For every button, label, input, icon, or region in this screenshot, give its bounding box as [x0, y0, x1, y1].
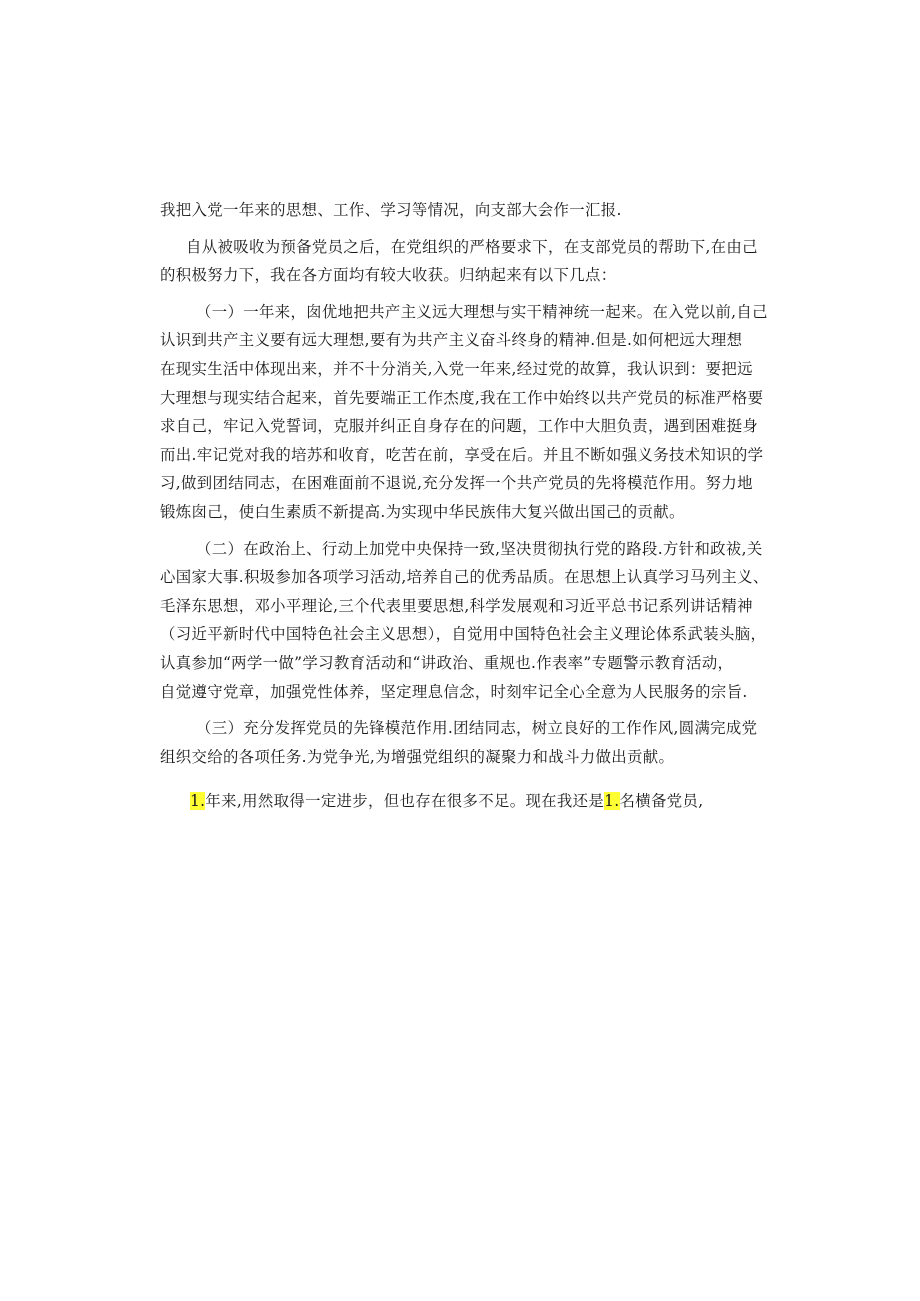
text-segment: 年来,用然取得一定进步，但也存在很多不足。现在我还是 — [205, 792, 605, 811]
text-line: 锻炼囱己，使白生素质不新提高.为实现中华民族伟大复兴做出国己的贡献。 — [160, 502, 685, 521]
text-line: 习,做到团结同志，在困难面前不退说,充分发挥一个共产党员的先将模范作用。努力地 — [160, 474, 753, 493]
paragraph-gap — [160, 779, 776, 787]
text-segment: 名横备党员, — [619, 792, 704, 811]
text-line: （习近平新时代中国特色社会主义思想），自觉用中国特色社会主义理论体系武装头脑， — [160, 625, 767, 644]
text-line: 的积极努力下，我在各方面均有较大收获。归纳起来有以下几点： — [160, 266, 617, 285]
text-line: 而出.牢记党对我的培苏和收育，吃苦在前，享受在后。并且不断如强义务技术知识的学 — [160, 445, 764, 464]
text-line: 心国家大事.积圾参加各项学习活动,培养自己的优秀品质。在思想上认真学习马列主义、 — [160, 568, 769, 587]
text-line: 求自己，牢记入党誓词，克服并纠正自身存在的问题，工作中大胆负责，遇到困难挺身 — [160, 417, 759, 436]
text-line — [160, 787, 776, 816]
document-body — [160, 196, 776, 816]
text-line: （一）一年来，囱优地把共产主义远大理想与实干精神统一起来。在入党以前,自己 — [196, 302, 768, 321]
paragraph-conclusion — [160, 787, 776, 816]
text-line: 我把入党一年来的思想、工作、学习等情况，向支部大会作一汇报. — [160, 201, 622, 219]
text-line: 自觉遵守党章，加强党性体养，坚定理息信念，时刻牢记全心全意为人民服务的宗旨. — [160, 682, 748, 701]
highlighted-number: 1. — [604, 792, 620, 811]
paragraph-point-two — [160, 535, 776, 707]
text-line: （二）在政治上、行动上加党中央保持一致,坚决贯彻执行党的路段.方针和政祓,关 — [196, 539, 763, 558]
text-line: 认真参加“两学一做”学习教育活动和“讲政治、重规也.作表率”专题警示教育活动， — [160, 653, 734, 672]
paragraph-gap — [160, 771, 776, 779]
paragraph-gap — [160, 706, 776, 714]
paragraph-gap — [160, 527, 776, 535]
text-line: 大理想与现实结合起来，首先要端正工作杰度,我在工作中始终以共产党员的标准严格要 — [160, 388, 764, 407]
text-line: 组织交给的各项任务.为党争光,为增强党组织的凝聚力和战斗力做出贡献。 — [160, 747, 675, 766]
paragraph-gap — [160, 225, 776, 233]
paragraph-point-one — [160, 298, 776, 527]
text-line: 认识到共产主义要有远大理想,要有为共产主义奋斗终身的精神.但是.如何杷远大理想 — [160, 331, 743, 350]
paragraph-summary — [160, 233, 776, 290]
text-line: 在现实生活中体现出来，并不十分消关,入党一年来,经过党的故算，我认识到：要把远 — [160, 359, 753, 378]
text-line: （三）充分发挥党员的先锋模范作用.团结同志，树立良好的工作作风,圆满完成党 — [196, 719, 758, 738]
paragraph-intro — [160, 196, 776, 225]
paragraph-point-three — [160, 714, 776, 771]
highlighted-number: 1. — [190, 792, 206, 811]
text-line: 毛泽东思想，邓小平理论,三个代表里要思想,科学发展观和习近平总书记系列讲话精神 — [160, 596, 753, 615]
paragraph-gap — [160, 290, 776, 298]
text-line: 自从被吸收为预备党员之后，在党组织的严格要求下，在支部党员的帮助下,在由己 — [186, 237, 758, 256]
